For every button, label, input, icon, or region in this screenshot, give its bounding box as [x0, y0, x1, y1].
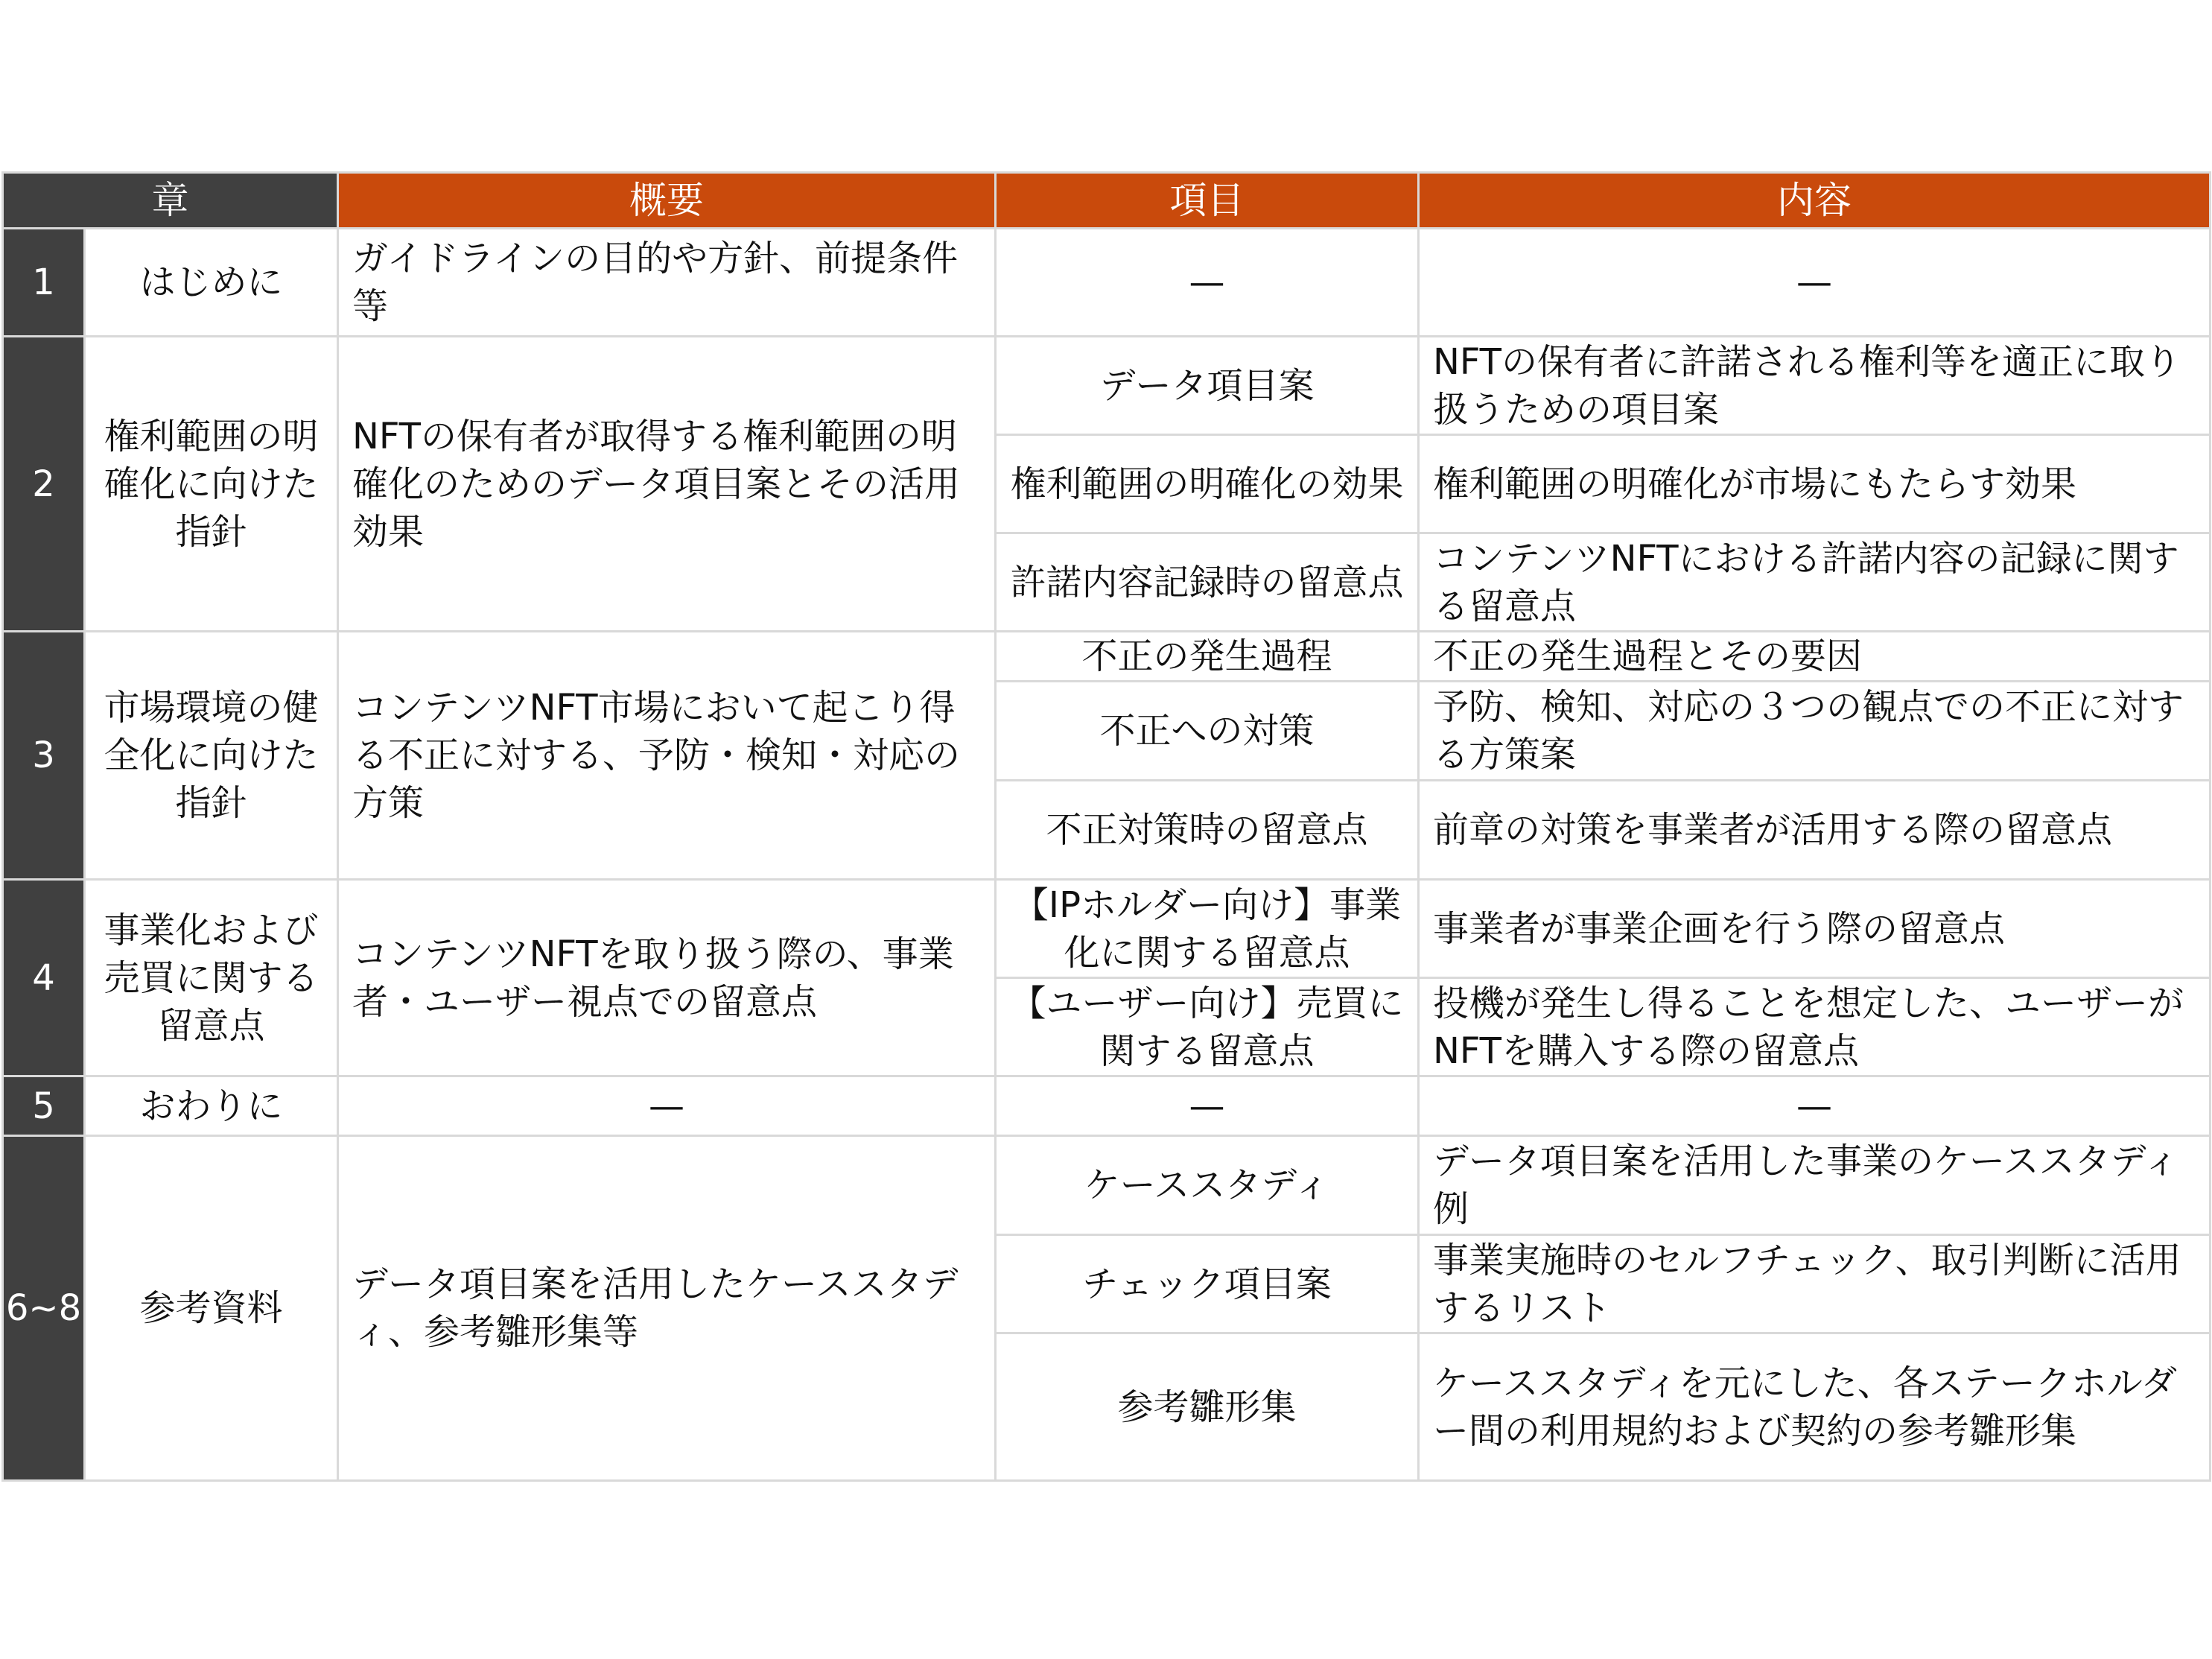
- content-cell: —: [1419, 229, 2211, 337]
- chapter-title: 事業化および売買に関する留意点: [85, 880, 338, 1076]
- chapter-summary: NFTの保有者が取得する権利範囲の明確化のためのデータ項目案とその活用効果: [338, 337, 996, 632]
- item-cell: 不正の発生過程: [996, 632, 1419, 682]
- table-row: [3, 1076, 2211, 1136]
- content-cell: 投機が発生し得ることを想定した、ユーザーがNFTを購入する際の留意点: [1419, 978, 2211, 1076]
- item-cell: チェック項目案: [996, 1235, 1419, 1333]
- item-cell: 参考雛形集: [996, 1333, 1419, 1481]
- content-cell: コンテンツNFTにおける許諾内容の記録に関する留意点: [1419, 533, 2211, 632]
- content-cell: 事業者が事業企画を行う際の留意点: [1419, 880, 2211, 978]
- chapter-title: おわりに: [85, 1076, 338, 1136]
- content-cell: データ項目案を活用した事業のケーススタディ例: [1419, 1136, 2211, 1235]
- content-cell: 不正の発生過程とその要因: [1419, 632, 2211, 682]
- header-content: 内容: [1419, 173, 2211, 229]
- item-cell: 権利範囲の明確化の効果: [996, 435, 1419, 533]
- content-cell: ケーススタディを元にした、各ステークホルダー間の利用規約および契約の参考雛形集: [1419, 1333, 2211, 1481]
- item-cell: —: [996, 229, 1419, 337]
- content-cell: 権利範囲の明確化が市場にもたらす効果: [1419, 435, 2211, 533]
- chapter-number: 5: [3, 1076, 85, 1136]
- table-row: [3, 880, 2211, 978]
- header-item: 項目: [996, 173, 1419, 229]
- table-row: [3, 632, 2211, 682]
- item-cell: 不正対策時の留意点: [996, 781, 1419, 880]
- content-cell: 予防、検知、対応の３つの観点での不正に対する方策案: [1419, 682, 2211, 781]
- item-cell: —: [996, 1076, 1419, 1136]
- chapter-number: 4: [3, 880, 85, 1076]
- item-cell: ケーススタディ: [996, 1136, 1419, 1235]
- content-cell: NFTの保有者に許諾される権利等を適正に取り扱うための項目案: [1419, 337, 2211, 435]
- chapter-summary: コンテンツNFTを取り扱う際の、事業者・ユーザー視点での留意点: [338, 880, 996, 1076]
- item-cell: 【IPホルダー向け】事業化に関する留意点: [996, 880, 1419, 978]
- content-cell: 前章の対策を事業者が活用する際の留意点: [1419, 781, 2211, 880]
- chapter-number: 2: [3, 337, 85, 632]
- chapter-title: 市場環境の健全化に向けた指針: [85, 632, 338, 880]
- chapter-number: 1: [3, 229, 85, 337]
- header-row: [3, 173, 2211, 229]
- chapter-title: 権利範囲の明確化に向けた指針: [85, 337, 338, 632]
- chapter-title: 参考資料: [85, 1136, 338, 1481]
- chapter-number: 3: [3, 632, 85, 880]
- chapter-summary: —: [338, 1076, 996, 1136]
- header-chapter: 章: [3, 173, 338, 229]
- chapter-title: はじめに: [85, 229, 338, 337]
- table-row: [3, 337, 2211, 435]
- item-cell: 許諾内容記録時の留意点: [996, 533, 1419, 632]
- item-cell: 不正への対策: [996, 682, 1419, 781]
- header-summary: 概要: [338, 173, 996, 229]
- content-cell: —: [1419, 1076, 2211, 1136]
- content-cell: 事業実施時のセルフチェック、取引判断に活用するリスト: [1419, 1235, 2211, 1333]
- chapter-summary: データ項目案を活用したケーススタディ、参考雛形集等: [338, 1136, 996, 1481]
- chapter-summary: ガイドラインの目的や方針、前提条件等: [338, 229, 996, 337]
- guideline-toc-table: [1, 171, 2211, 1482]
- table-row: [3, 1136, 2211, 1235]
- item-cell: 【ユーザー向け】売買に関する留意点: [996, 978, 1419, 1076]
- chapter-summary: コンテンツNFT市場において起こり得る不正に対する、予防・検知・対応の方策: [338, 632, 996, 880]
- table-row: [3, 229, 2211, 337]
- chapter-number: 6~8: [3, 1136, 85, 1481]
- item-cell: データ項目案: [996, 337, 1419, 435]
